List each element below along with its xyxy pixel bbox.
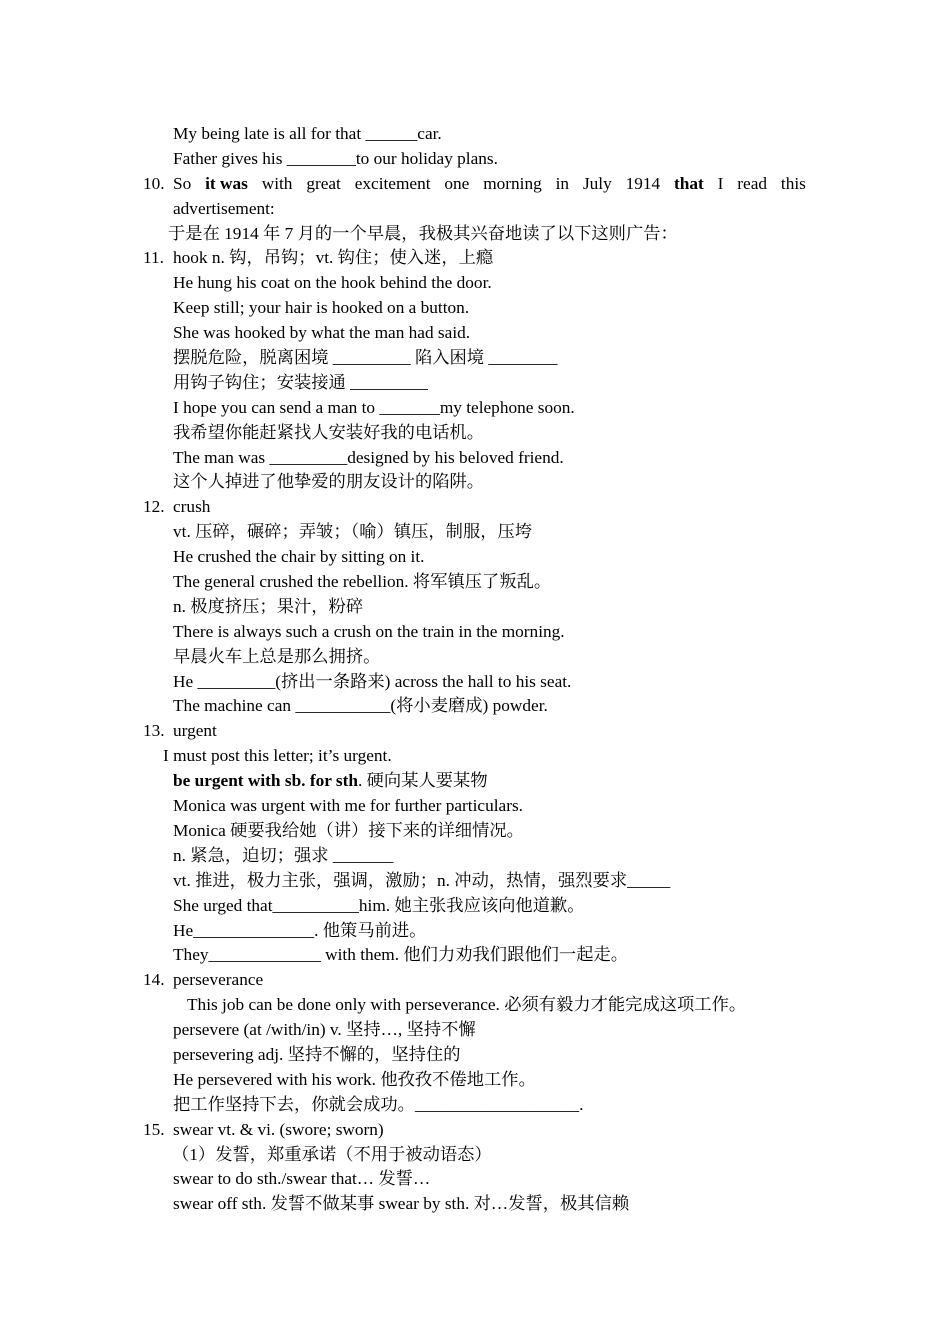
word: this [780,173,806,193]
text-line: He______________. 他策马前进。 [173,920,427,940]
word: 1914 [625,173,661,193]
justified-sentence [173,172,806,197]
item-number: 10. [143,173,165,193]
item-number: 15. [143,1119,165,1139]
bold-phrase: be urgent with sb. for sth [173,771,358,791]
document-page [0,122,950,1217]
text-line: 这个人掉进了他挚爱的朋友设计的陷阱。 [173,472,485,492]
text-line: My being late is all for that ______car. [173,124,442,143]
word: with [261,173,293,193]
word: one [444,173,470,193]
word: July [582,173,612,193]
text-line: There is always such a crush on the train in the morning. [173,621,565,641]
text-line: 我希望你能赶紧找人安装好我的电话机。 [173,422,485,442]
text-line: He persevered with his work. 他孜孜不倦地工作。 [173,1069,536,1089]
text-line: advertisement: [173,198,275,218]
text-line: I must post this letter; it’s urgent. [163,746,392,766]
word: in [555,173,570,193]
text-line: （1）发誓，郑重承诺（不用于被动语态） [172,1144,492,1164]
text-line: Keep still; your hair is hooked on a button. [173,298,470,318]
text-line: Monica 硬要我给她（讲）接下来的详细情况。 [173,820,524,840]
text-line: 把工作坚持下去，你就会成功。___________________. [173,1094,584,1114]
item-number: 12. [143,497,165,517]
text-line [173,769,488,794]
word: So [173,173,192,193]
item-number: 13. [143,721,165,741]
entry-heading: urgent [173,721,217,741]
text-line: He _________(挤出一条路来) across the hall to his seat. [173,671,572,691]
entry-heading: swear vt. & vi. (swore; sworn) [173,1119,384,1139]
text-line: They_____________ with them. 他们力劝我们跟他们一起走。 [173,945,629,965]
word: it was [205,173,248,193]
text-line: He crushed the chair by sitting on it. [173,547,425,567]
text-line: The man was _________designed by his beloved friend. [173,447,564,467]
entry-heading: perseverance [173,970,264,990]
item-number: 11. [143,248,164,268]
item-number: 14. [143,970,165,990]
word: that [674,173,704,193]
text-line: This job can be done only with perseverance. 必须有毅力才能完成这项工作。 [187,995,747,1015]
text-line: swear off sth. 发誓不做某事 swear by sth. 对…发誓，极其信赖 [173,1194,630,1214]
word: excitement [354,173,431,193]
text-line: She urged that__________him. 她主张我应该向他道歉。 [173,895,585,915]
entry-heading: hook n. 钩，吊钩；vt. 钩住；使入迷，上瘾 [173,248,494,268]
text-line: swear to do sth./swear that… 发誓… [173,1169,431,1189]
text-line: 用钩子钩住；安装接通 _________ [173,372,428,392]
text-line: vt. 压碎，碾碎；弄皱；（喻）镇压，制服，压垮 [173,522,533,542]
text-line: vt. 推进，极力主张，强调，激励；n. 冲动，热情，强烈要求_____ [173,870,671,890]
text-line: 摆脱危险，脱离困境 _________ 陷入困境 ________ [173,348,558,368]
text-line: persevere (at /with/in) v. 坚持…, 坚持不懈 [173,1020,476,1040]
text-line: He hung his coat on the hook behind the door. [173,273,492,293]
text-line: The machine can ___________(将小麦磨成) powder. [173,696,548,716]
word: great [306,173,341,193]
text-line: 于是在 1914 年 7 月的一个早晨，我极其兴奋地读了以下这则广告： [168,223,678,243]
text-line: The general crushed the rebellion. 将军镇压了叛乱。 [173,572,552,592]
text-line: n. 极度挤压；果汁，粉碎 [173,596,364,616]
text-line: n. 紧急，迫切；强求 _______ [173,845,394,865]
word: I [717,173,724,193]
text-line: Father gives his ________to our holiday plans. [173,148,498,168]
text-line: 早晨火车上总是那么拥挤。 [173,646,381,666]
text-line: She was hooked by what the man had said. [173,323,471,343]
text-line: Monica was urgent with me for further particulars. [173,796,523,816]
entry-heading: crush [173,497,211,517]
text-line: persevering adj. 坚持不懈的，坚持住的 [173,1044,461,1064]
word: read [737,173,768,193]
word: morning [483,173,542,193]
phrase-meaning: . 硬向某人要某物 [358,771,488,791]
text-line: I hope you can send a man to _______my telephone soon. [173,397,575,417]
